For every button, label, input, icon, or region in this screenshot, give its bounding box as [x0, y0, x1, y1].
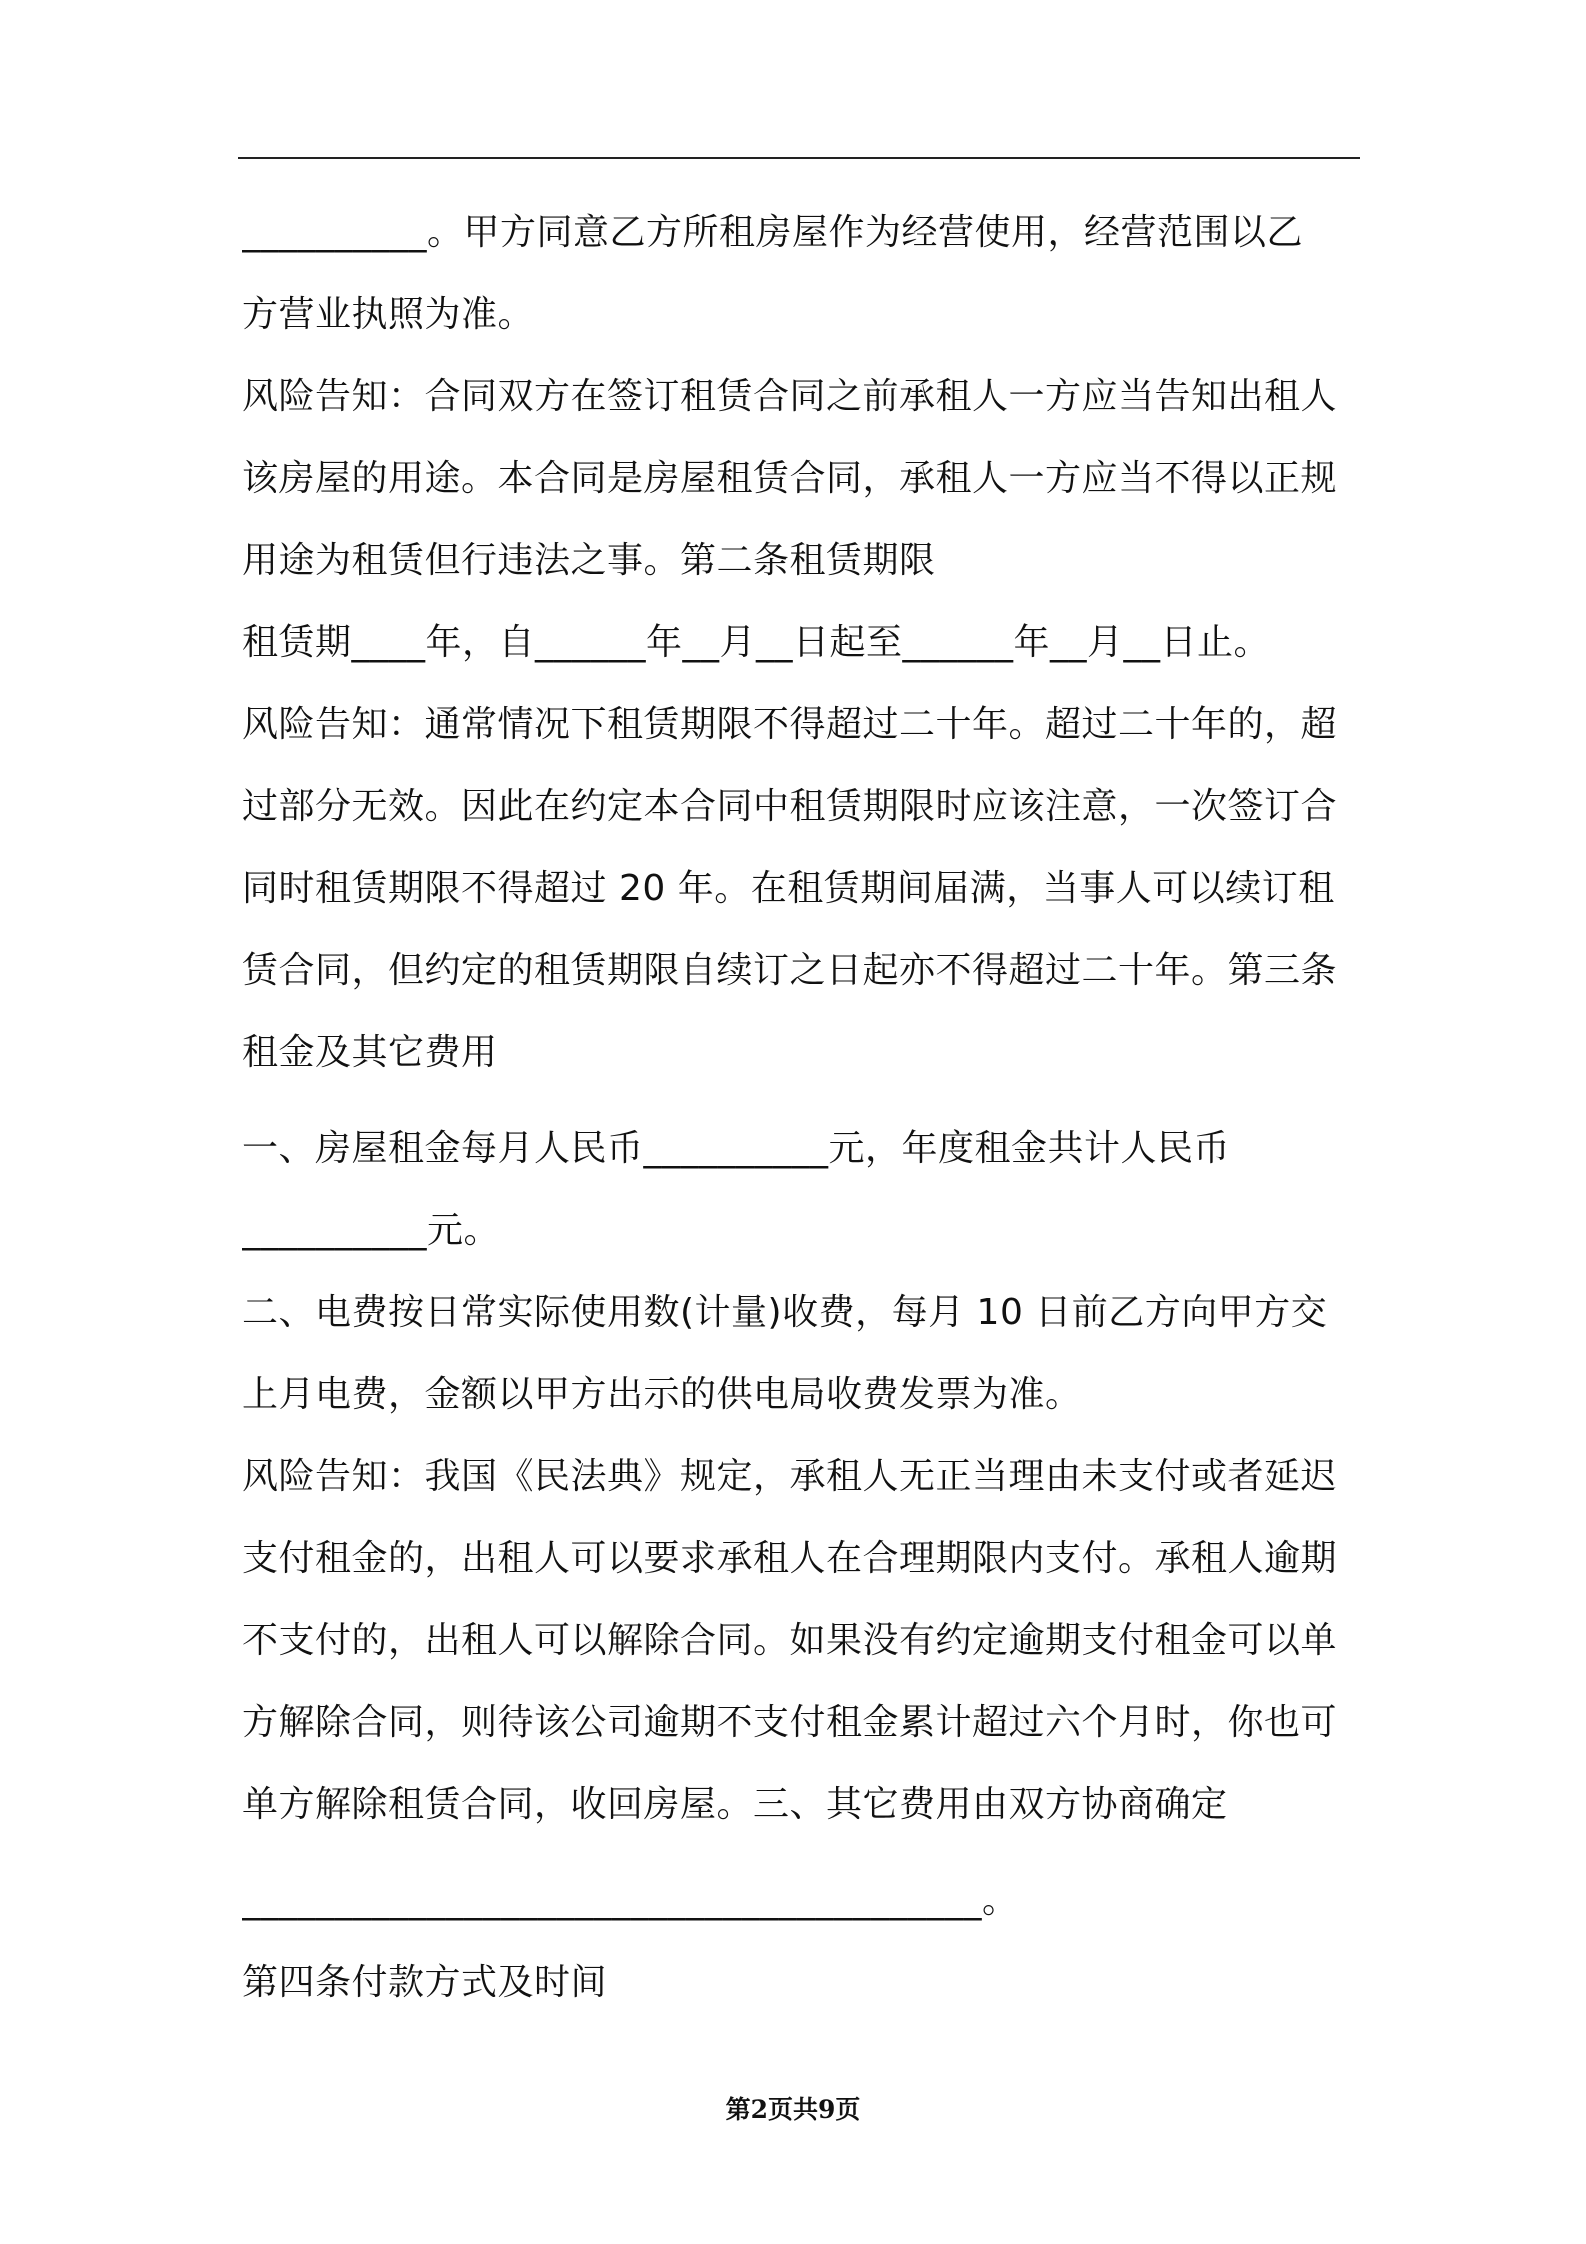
text-line: 风险告知：通常情况下租赁期限不得超过二十年。超过二十年的，超 [242, 704, 1338, 745]
text-line: 一、房屋租金每月人民币__________元，年度租金共计人民币 [242, 1128, 1231, 1169]
text-line: 风险告知：我国《民法典》规定，承租人无正当理由未支付或者延迟 [242, 1456, 1338, 1497]
header-rule [238, 157, 1360, 159]
text-line: 方营业执照为准。 [242, 294, 535, 335]
text-line: 同时租赁期限不得超过 20 年。在租赁期间届满，当事人可以续订租 [242, 868, 1335, 909]
text-line: __________元。 [242, 1210, 501, 1251]
text-line: ________________________________________。 [242, 1880, 1019, 1921]
text-line: 不支付的，出租人可以解除合同。如果没有约定逾期支付租金可以单 [242, 1620, 1338, 1661]
text-line: 方解除合同，则待该公司逾期不支付租金累计超过六个月时，你也可 [242, 1702, 1338, 1743]
text-line: 风险告知：合同双方在签订租赁合同之前承租人一方应当告知出租人 [242, 376, 1338, 417]
text-line: 租金及其它费用 [242, 1032, 498, 1073]
page-number: 第2页共9页 [725, 2095, 861, 2124]
text-line: 过部分无效。因此在约定本合同中租赁期限时应该注意，一次签订合 [242, 786, 1338, 827]
text-line: 第四条付款方式及时间 [242, 1962, 608, 2003]
text-line: 租赁期____年，自______年__月__日起至______年__月__日止。 [242, 622, 1271, 663]
text-line: 二、电费按日常实际使用数(计量)收费，每月 10 日前乙方向甲方交 [242, 1292, 1328, 1333]
text-line: 单方解除租赁合同，收回房屋。三、其它费用由双方协商确定 [242, 1784, 1228, 1825]
text-line: 赁合同，但约定的租赁期限自续订之日起亦不得超过二十年。第三条 [242, 950, 1338, 991]
text-line: 上月电费，金额以甲方出示的供电局收费发票为准。 [242, 1374, 1082, 1415]
text-line: 支付租金的，出租人可以要求承租人在合理期限内支付。承租人逾期 [242, 1538, 1338, 1579]
text-line: 用途为租赁但行违法之事。第二条租赁期限 [242, 540, 936, 581]
text-line: 该房屋的用途。本合同是房屋租赁合同，承租人一方应当不得以正规 [242, 458, 1338, 499]
text-line: __________。甲方同意乙方所租房屋作为经营使用，经营范围以乙 [242, 212, 1304, 253]
